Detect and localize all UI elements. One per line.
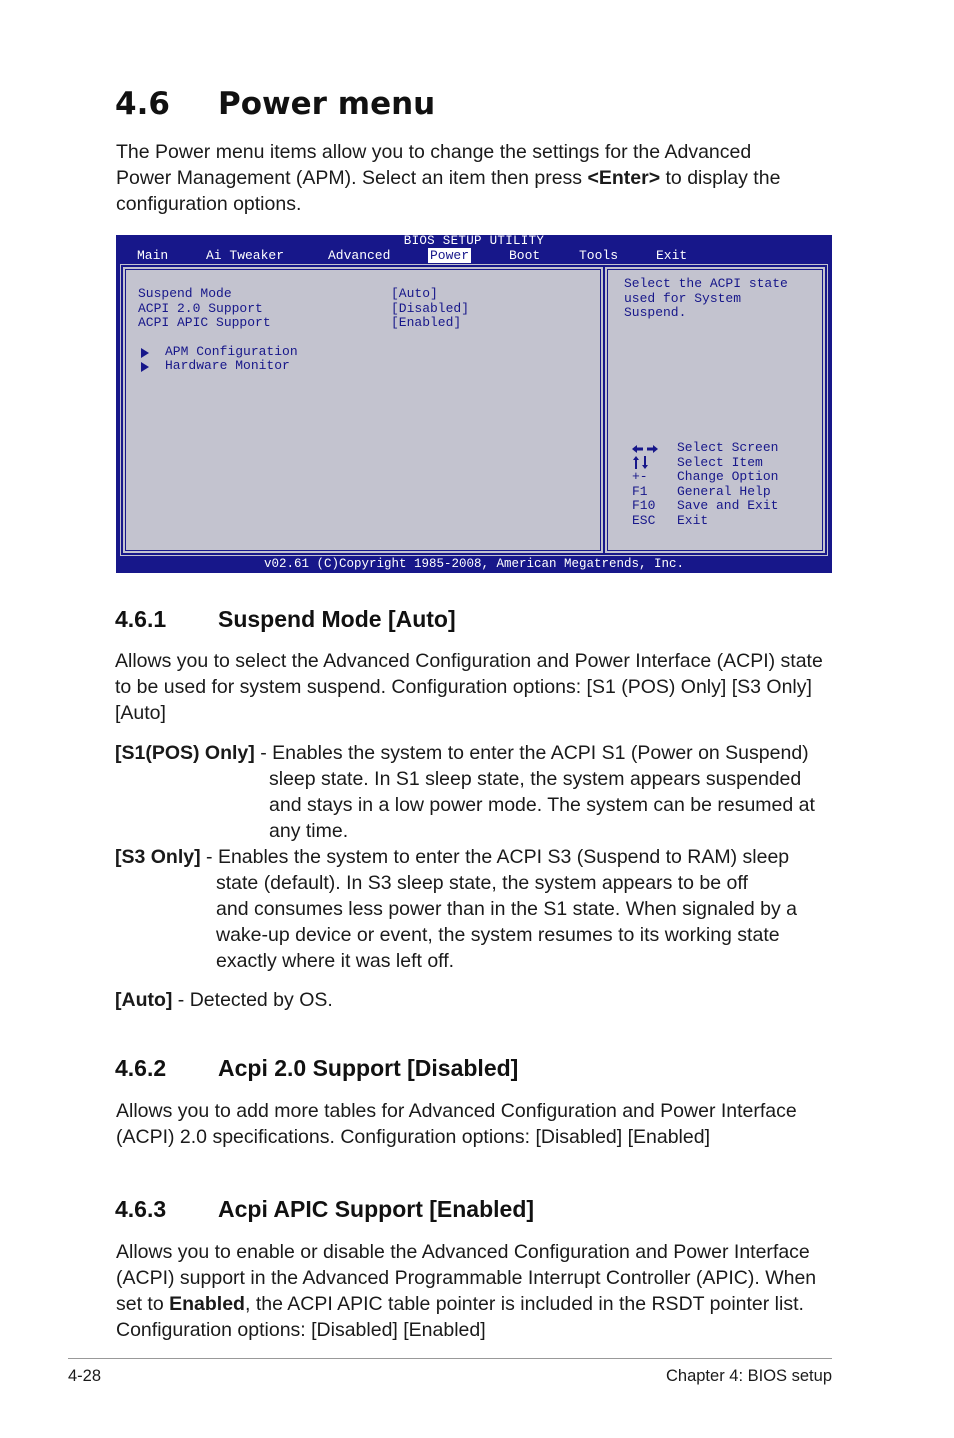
paragraph-line: (ACPI) 2.0 specifications. Configuration options: [Disabled] [Enabled] bbox=[116, 1126, 710, 1148]
bios-key-f10: F10 bbox=[632, 498, 656, 513]
up-down-arrows-icon bbox=[633, 456, 649, 469]
subsection-number: 4.6.2 bbox=[115, 1055, 167, 1081]
definition-s1 bbox=[115, 740, 809, 766]
bios-submenu-apm[interactable]: APM Configuration bbox=[165, 344, 298, 359]
enter-key-text: <Enter> bbox=[587, 167, 661, 189]
bios-tab-power[interactable]: Power bbox=[430, 248, 470, 263]
paragraph-line: Allows you to enable or disable the Advanced Configuration and Power Interface bbox=[116, 1241, 810, 1263]
enabled-term: Enabled bbox=[169, 1293, 245, 1315]
bios-screen bbox=[116, 235, 832, 573]
definition-line: and stays in a low power mode. The system can be resumed at bbox=[269, 794, 815, 816]
intro-line-2a: Power Management (APM). Select an item then press bbox=[116, 167, 588, 189]
definition-term: [Auto] bbox=[115, 989, 173, 1011]
subsection-number: 4.6.3 bbox=[115, 1196, 167, 1222]
definition-line: any time. bbox=[269, 820, 349, 842]
definition-line: - Enables the system to enter the ACPI S3 (Suspend to RAM) sleep bbox=[200, 846, 790, 868]
bios-key-esc: ESC bbox=[632, 513, 656, 528]
bios-tab-boot[interactable]: Boot bbox=[509, 248, 541, 263]
definition-s3 bbox=[115, 844, 789, 870]
subsection-heading: Acpi 2.0 Support [Disabled] bbox=[218, 1055, 519, 1081]
subsection-title-462 bbox=[115, 1055, 518, 1082]
paragraph-line: Allows you to add more tables for Advanced Configuration and Power Interface bbox=[116, 1100, 797, 1122]
subsection-heading: Suspend Mode [Auto] bbox=[218, 606, 456, 632]
bios-submenu-hardware-monitor[interactable]: Hardware Monitor bbox=[165, 358, 290, 373]
footer-divider bbox=[68, 1358, 832, 1359]
definition-line: - Detected by OS. bbox=[172, 989, 333, 1011]
bios-item-acpi-apic[interactable]: ACPI APIC Support bbox=[138, 315, 271, 330]
section-heading: Power menu bbox=[218, 86, 436, 122]
bios-value-suspend-mode[interactable]: [Auto] bbox=[391, 286, 438, 301]
subsection-title-463 bbox=[115, 1196, 534, 1223]
bios-key-desc-select-item: Select Item bbox=[677, 455, 763, 470]
bios-tab-exit[interactable]: Exit bbox=[656, 248, 688, 263]
bios-value-acpi-20[interactable]: [Disabled] bbox=[391, 301, 470, 316]
definition-line: state (default). In S3 sleep state, the system appears to be off bbox=[216, 872, 748, 894]
section-title bbox=[115, 86, 435, 122]
paragraph-line: [Auto] bbox=[115, 702, 166, 724]
subsection-title-461 bbox=[115, 606, 456, 633]
definition-line: wake-up device or event, the system resumes to its working state bbox=[216, 924, 780, 946]
bios-panel bbox=[120, 264, 828, 556]
bios-key-plus-minus: +- bbox=[632, 469, 648, 484]
subsection-number: 4.6.1 bbox=[115, 606, 167, 632]
submenu-arrow-icon bbox=[141, 362, 149, 372]
section-number: 4.6 bbox=[115, 86, 170, 122]
bios-help-line-2: used for System bbox=[624, 291, 742, 306]
bios-title: BIOS SETUP UTILITY bbox=[403, 234, 545, 248]
definition-line: - Enables the system to enter the ACPI S1 (Power on Suspend) bbox=[254, 742, 809, 764]
definition-auto bbox=[115, 987, 333, 1013]
intro-line-3: configuration options. bbox=[116, 193, 302, 215]
bios-key-desc-exit: Exit bbox=[677, 513, 709, 528]
left-right-arrows-icon bbox=[632, 444, 658, 454]
bios-tab-main[interactable]: Main bbox=[137, 248, 169, 263]
paragraph-line: (ACPI) support in the Advanced Programmable Interrupt Controller (APIC). When bbox=[116, 1267, 817, 1289]
page-number: 4-28 bbox=[68, 1367, 102, 1385]
chapter-label: Chapter 4: BIOS setup bbox=[665, 1367, 832, 1385]
bios-key-desc-select-screen: Select Screen bbox=[677, 440, 779, 455]
paragraph-line: set to bbox=[116, 1293, 170, 1315]
bios-tab-ai-tweaker[interactable]: Ai Tweaker bbox=[206, 248, 285, 263]
paragraph-line: Allows you to select the Advanced Configuration and Power Interface (ACPI) state bbox=[115, 650, 823, 672]
suspend-mode-paragraph bbox=[115, 648, 823, 726]
submenu-arrow-icon bbox=[141, 348, 149, 358]
paragraph-line: to be used for system suspend. Configuration options: [S1 (POS) Only] [S3 Only] bbox=[115, 676, 812, 698]
bios-value-acpi-apic[interactable]: [Enabled] bbox=[391, 315, 462, 330]
paragraph-line: , the ACPI APIC table pointer is included in the RSDT pointer list. bbox=[244, 1293, 804, 1315]
bios-help-line-1: Select the ACPI state bbox=[624, 276, 788, 291]
definition-term: [S3 Only] bbox=[115, 846, 201, 868]
definition-line: and consumes less power than in the S1 state. When signaled by a bbox=[216, 898, 798, 920]
acpi-apic-paragraph bbox=[116, 1239, 816, 1343]
bios-item-suspend-mode[interactable]: Suspend Mode bbox=[138, 286, 232, 301]
paragraph-line: Configuration options: [Disabled] [Enabled] bbox=[116, 1319, 486, 1341]
bios-tab-tools[interactable]: Tools bbox=[579, 248, 619, 263]
intro-line-2c: to display the bbox=[660, 167, 781, 189]
definition-line: sleep state. In S1 sleep state, the system appears suspended bbox=[269, 768, 802, 790]
bios-key-f1: F1 bbox=[632, 484, 648, 499]
definition-line: exactly where it was left off. bbox=[216, 950, 455, 972]
definition-term: [S1(POS) Only] bbox=[115, 742, 255, 764]
acpi-20-paragraph bbox=[116, 1098, 797, 1150]
intro-paragraph bbox=[116, 139, 780, 217]
bios-tab-advanced[interactable]: Advanced bbox=[328, 248, 391, 263]
bios-item-acpi-20[interactable]: ACPI 2.0 Support bbox=[138, 301, 263, 316]
bios-key-desc-save-exit: Save and Exit bbox=[677, 498, 779, 513]
bios-key-desc-general-help: General Help bbox=[677, 484, 771, 499]
bios-footer: v02.61 (C)Copyright 1985-2008, American Megatrends, Inc. bbox=[263, 557, 685, 571]
intro-line-1: The Power menu items allow you to change the settings for the Advanced bbox=[116, 141, 752, 163]
bios-help-line-3: Suspend. bbox=[624, 305, 687, 320]
subsection-heading: Acpi APIC Support [Enabled] bbox=[218, 1196, 535, 1222]
bios-key-desc-change-option: Change Option bbox=[677, 469, 779, 484]
